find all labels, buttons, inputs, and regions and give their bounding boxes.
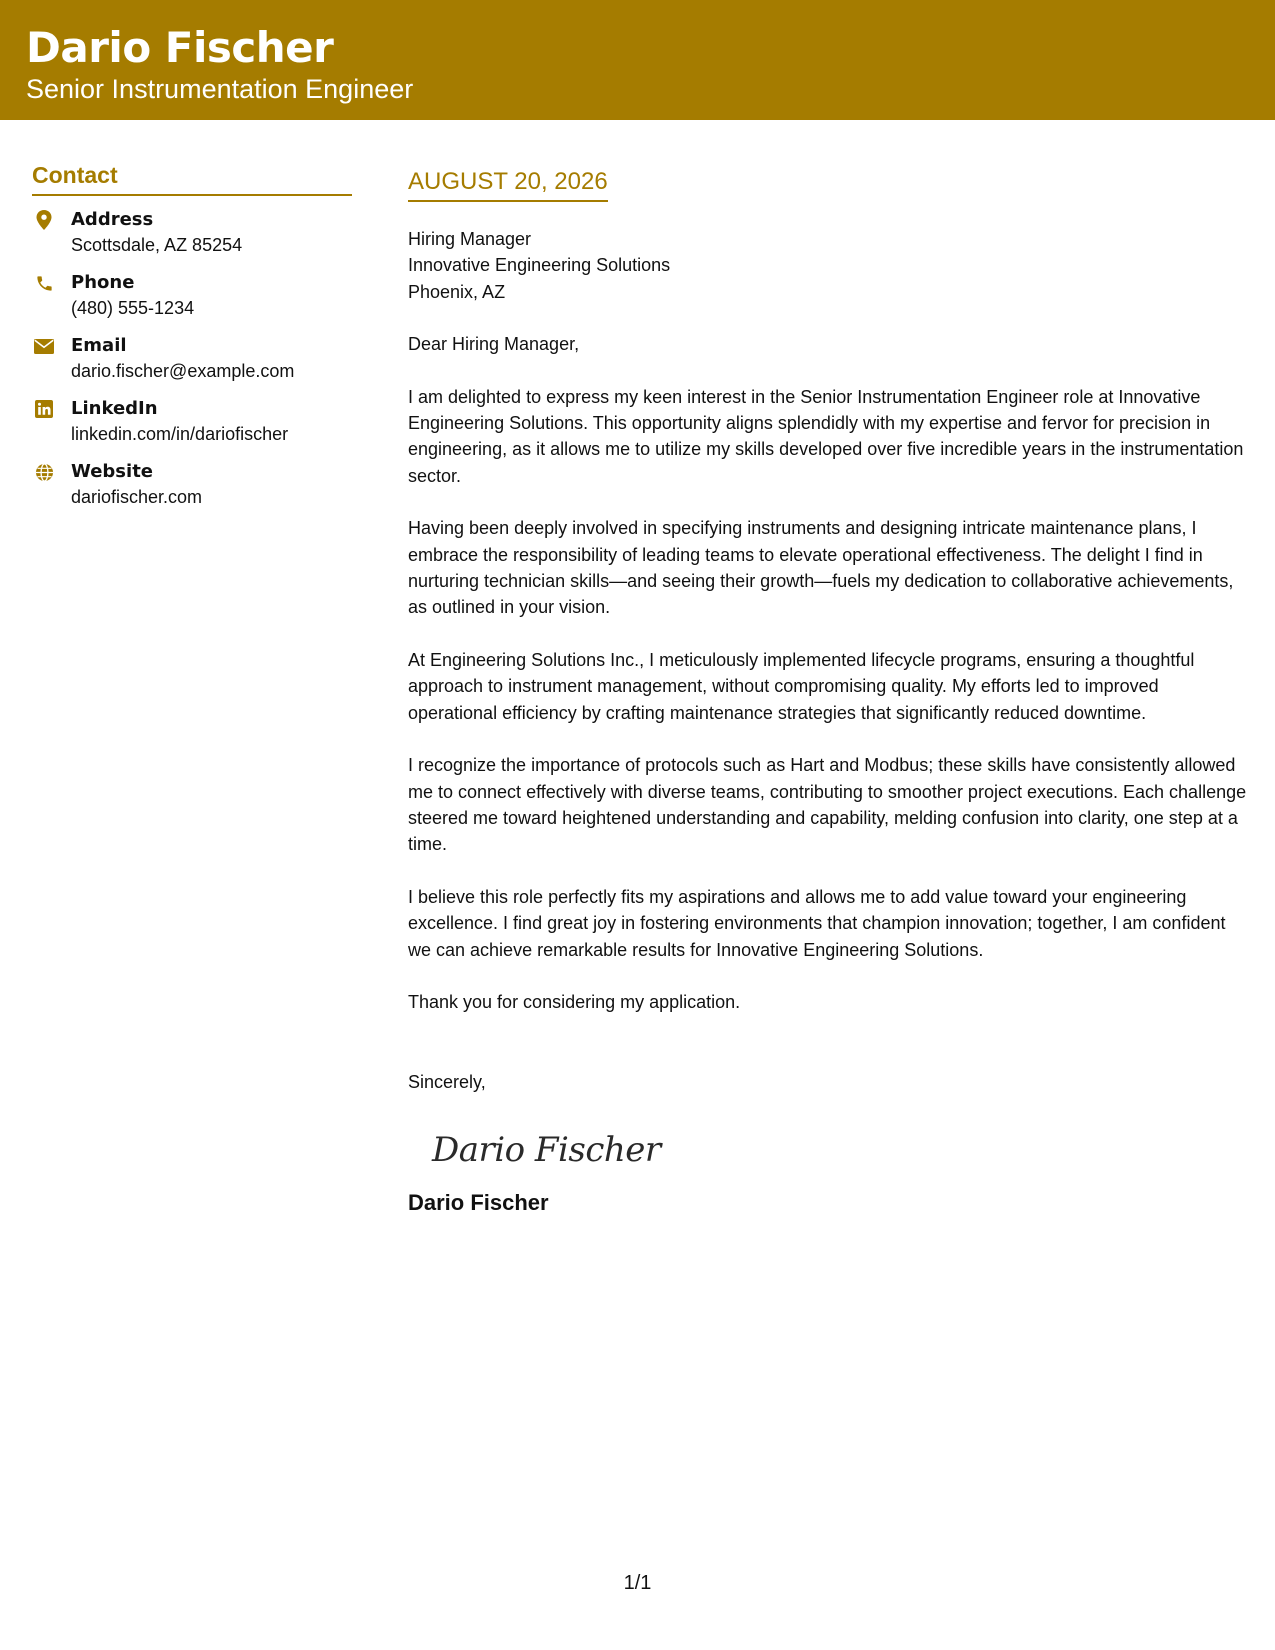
applicant-name: Dario Fischer — [26, 23, 334, 72]
contact-label-linkedin: LinkedIn — [71, 398, 158, 419]
contact-value-phone: (480) 555-1234 — [71, 298, 195, 318]
letter-paragraphs — [408, 384, 1248, 1016]
contact-value-website: dariofischer.com — [71, 487, 203, 507]
applicant-title: Senior Instrumentation Engineer — [26, 74, 414, 104]
letter-date: AUGUST 20, 2026 — [408, 168, 608, 195]
globe-icon — [32, 460, 56, 484]
letter-paragraph: I recognize the importance of protocols such as Hart and Modbus; these skills have consistently allowed me to connect effectively with diverse teams, contributing to smoother project executions. Each challenge steered me toward heightened understanding and capability, melding confusion into clarity, one step at a time. — [408, 755, 1247, 855]
contact-value-address: Scottsdale, AZ 85254 — [71, 235, 243, 255]
sender-name: Dario Fischer — [408, 1189, 549, 1215]
letter-paragraph: At Engineering Solutions Inc., I meticulously implemented lifecycle programs, ensuring a thoughtful approach to instrument management, without compromising quality. My efforts led to improved operational efficiency by crafting maintenance strategies that significantly reduced downtime. — [408, 649, 1195, 723]
contact-item-linkedin — [32, 397, 352, 460]
recipient-block — [408, 226, 1248, 305]
page-number: 1/1 — [623, 1572, 652, 1594]
contact-sidebar — [32, 160, 352, 523]
contact-item-address — [32, 208, 352, 271]
header-banner — [0, 0, 1275, 120]
contact-label-website: Website — [71, 461, 154, 482]
contact-item-email — [32, 334, 352, 397]
recipient-line: Hiring Manager — [408, 229, 532, 249]
date-underline — [408, 166, 608, 202]
contact-item-website — [32, 460, 352, 523]
contact-label-phone: Phone — [71, 272, 135, 293]
contact-label-address: Address — [71, 209, 154, 230]
envelope-icon — [32, 334, 56, 358]
contact-heading: Contact — [32, 160, 352, 196]
contact-item-phone — [32, 271, 352, 334]
letter-body — [408, 166, 1248, 1218]
recipient-line: Innovative Engineering Solutions — [408, 255, 671, 276]
contact-value-linkedin: linkedin.com/in/dariofischer — [71, 424, 289, 444]
contact-label-email: Email — [71, 335, 127, 356]
map-pin-icon — [32, 208, 56, 232]
contact-value-email: dario.fischer@example.com — [71, 361, 295, 381]
letter-paragraph: I believe this role perfectly fits my aspirations and allows me to add value toward your engineering excellence. I find great joy in fostering environments that champion innovation; together, I am confident we can achieve remarkable results for Innovative Engineering Solutions. — [408, 886, 1226, 960]
signature-image: Dario Fischer — [432, 1129, 661, 1170]
closing: Sincerely, — [408, 1072, 486, 1093]
phone-icon — [32, 271, 56, 295]
linkedin-icon — [32, 397, 56, 421]
salutation: Dear Hiring Manager, — [408, 334, 580, 355]
contact-list — [32, 208, 352, 523]
letter-paragraph: Thank you for considering my application. — [408, 991, 741, 1012]
letter-paragraph: Having been deeply involved in specifying instruments and designing intricate maintenance plans, I embrace the responsibility of leading teams to elevate operational effectiveness. The delight I find in nurturing technician skills—and seeing their growth—fuels my dedication to collaborative achievements, as outlined in your vision. — [408, 518, 1234, 618]
recipient-line: Phoenix, AZ — [408, 281, 506, 302]
letter-paragraph: I am delighted to express my keen interest in the Senior Instrumentation Engineer role at Innovative Engineering Solutions. This opportunity aligns splendidly with my expertise and fervor for precision in engineering, as it allows me to utilize my skills developed over five incredible years in the instrumentation sector. — [408, 386, 1244, 486]
